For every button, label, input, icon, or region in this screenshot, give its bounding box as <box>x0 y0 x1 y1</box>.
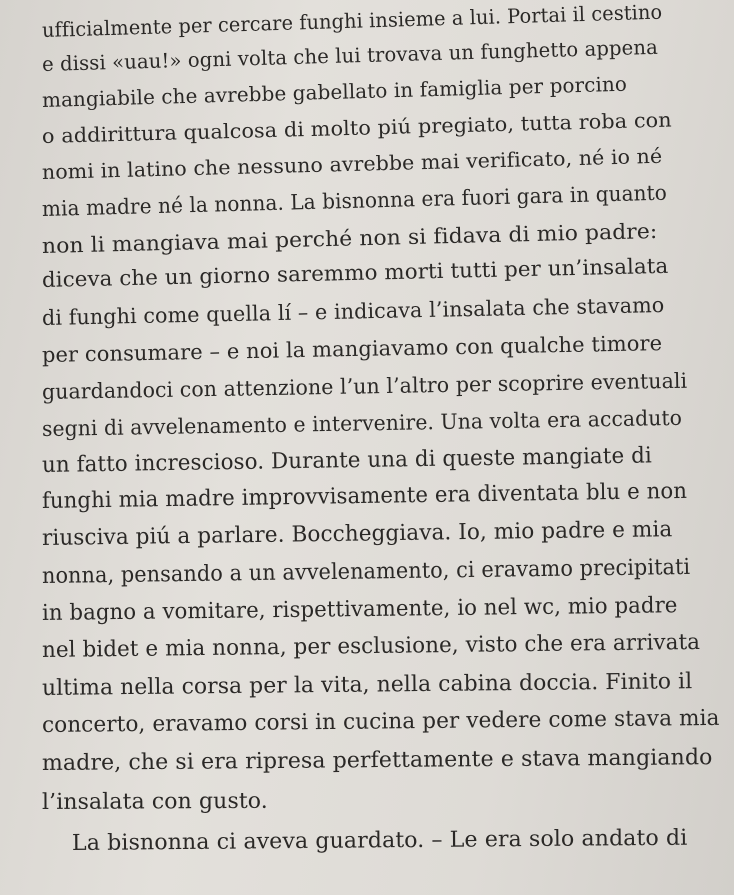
text-line: madre, che si era ripresa perfettamente e stava mangiando <box>41 745 713 776</box>
text-line: o addirittura qualcosa di molto piú pregiato, tutta roba con <box>41 107 673 148</box>
text-line: diceva che un giorno saremmo morti tutti per un’insalata <box>41 253 669 292</box>
text-line: funghi mia madre improvvisamente era diventata blu e non <box>41 478 688 514</box>
text-line: un fatto increscioso. Durante una di queste mangiate di <box>41 443 653 478</box>
text-line: in bagno a vomitare, rispettivamente, io nel wc, mio padre <box>41 593 678 626</box>
text-line: nonna, pensando a un avvelenamento, ci eravamo precipitati <box>41 554 691 589</box>
text-line: segni di avvelenamento e intervenire. Una volta era accaduto <box>41 405 683 441</box>
text-line: per consumare – e noi la mangiavamo con qualche timore <box>41 331 663 367</box>
text-line: nel bidet e mia nonna, per esclusione, visto che era arrivata <box>41 629 701 663</box>
text-line: non li mangiava mai perché non si fidava di mio padre: <box>41 218 658 258</box>
text-line: e dissi «uau!» ogni volta che lui trovava un funghetto appena <box>41 34 659 76</box>
text-line: ufficialmente per cercare funghi insieme a lui. Portai il cestino <box>41 0 663 42</box>
text-line: concerto, eravamo corsi in cucina per vedere come stava mia <box>41 705 720 738</box>
text-line: guardandoci con attenzione l’un l’altro per scoprire eventuali <box>41 368 688 404</box>
paragraph-first-line: La bisnonna ci aveva guardato. – Le era solo andato di <box>71 825 688 856</box>
text-line: di funghi come quella lí – e indicava l’insalata che stavamo <box>41 292 665 330</box>
text-line: mangiabile che avrebbe gabellato in famiglia per porcino <box>41 71 628 112</box>
text-line: l’insalata con gusto. <box>41 788 268 815</box>
text-line: mia madre né la nonna. La bisnonna era fuori gara in quanto <box>41 180 668 221</box>
text-line: ultima nella corsa per la vita, nella cabina doccia. Finito il <box>41 669 693 701</box>
text-line: riusciva piú a parlare. Boccheggiava. Io, mio padre e mia <box>41 517 673 551</box>
text-line: nomi in latino che nessuno avrebbe mai verificato, né io né <box>41 143 663 184</box>
